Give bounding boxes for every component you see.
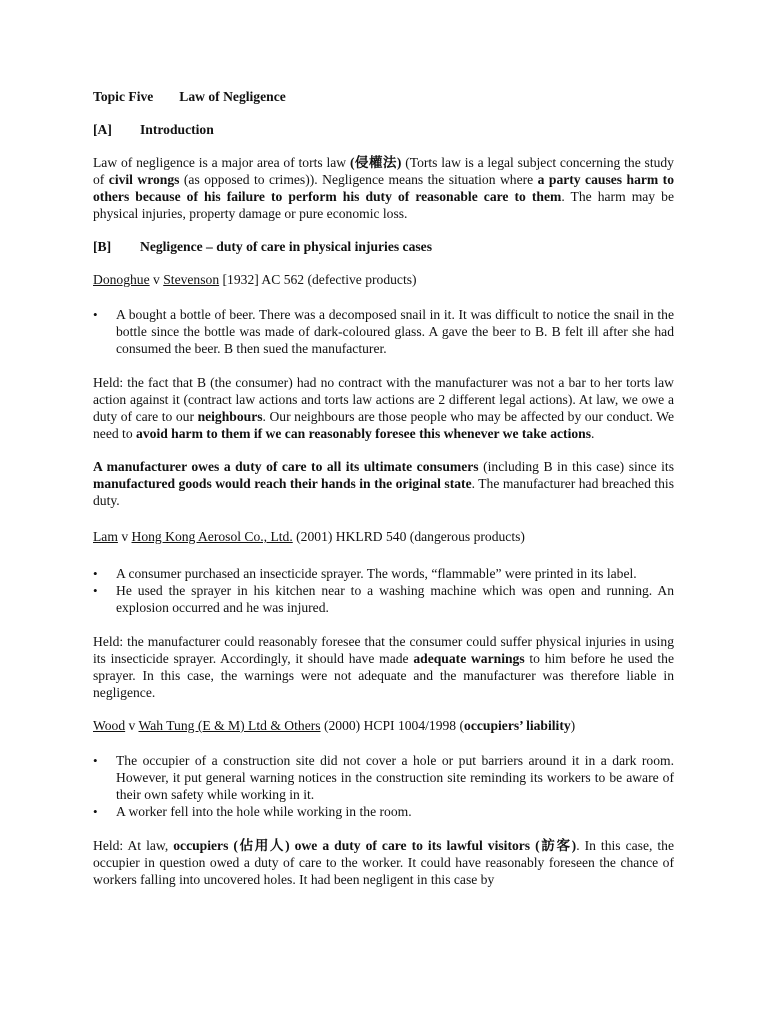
case-2-held — [93, 633, 674, 701]
case-2-fact-1: • A consumer purchased an insecticide sprayer. The words, “flammable” were printed in its label. — [93, 565, 674, 582]
section-b-number: [B] — [93, 239, 112, 254]
case-1-fact-1: • A bought a bottle of beer. There was a decomposed snail in it. It was difficult to notice the snail in the bottle since the bottle was made of dark-coloured glass. A gave the beer to B. B felt ill after she had consumed the beer. B then sued the manufacturer. — [93, 306, 674, 357]
case-3-held-bold-1: occupiers (佔用人) owe a duty of care to its lawful visitors (訪客) — [173, 838, 577, 853]
case-1-party-1: Donoghue — [93, 272, 150, 287]
case-1-held-text-3: . — [591, 426, 595, 441]
case-1-v: v — [149, 272, 164, 287]
case-1-held-bold-2: avoid harm to them if we can reasonably foresee this whenever we take actions — [136, 426, 592, 441]
case-2-party-1: Lam — [93, 529, 118, 544]
case-3-reference-end: ) — [570, 718, 576, 733]
intro-paragraph — [93, 154, 674, 222]
section-a-title: Introduction — [140, 122, 214, 137]
intro-text-1: Law of negligence is a major area of torts law — [93, 155, 350, 170]
case-3-held-text-1: Held: At law, — [93, 838, 174, 853]
case-1-held-text-1: Held: the fact that B (the consumer) had no contract with the manufacturer was not a bar to her torts law action against it (contract law actions and torts law actions are 2 different legal actions). At law, we owe a duty of care to our — [93, 375, 674, 424]
case-3-topic-bold: occupiers’ liability — [464, 718, 571, 733]
intro-cjk-term: (侵權法) — [349, 155, 402, 170]
intro-text-3: (as opposed to crimes)). Negligence means the situation where — [179, 172, 538, 187]
intro-bold-civil-wrongs: civil wrongs — [108, 172, 180, 187]
case-3-reference: (2000) HCPI 1004/1998 ( — [320, 718, 465, 733]
section-b-title: Negligence – duty of care in physical injuries cases — [140, 239, 432, 254]
case-1-held — [93, 374, 674, 442]
case-1-rule-text-2: (including B in this case) since its — [478, 459, 674, 474]
case-2-held-text-2: to him before he used the sprayer. In this case, the warnings were not adequate and the manufacturer was therefore liable in negligence. — [93, 651, 674, 700]
case-1-rule — [93, 458, 674, 509]
case-3-fact-1: • The occupier of a construction site did not cover a hole or put barriers around it in a dark room. However, it put general warning notices in the construction site reminding its workers to be aware of their own safety while working in it. — [93, 752, 674, 803]
case-2-held-bold-1: adequate warnings — [413, 651, 525, 666]
case-1-rule-bold-1: A manufacturer owes a duty of care to all its ultimate consumers — [93, 459, 479, 474]
section-b-heading — [93, 238, 674, 255]
case-2-v: v — [117, 529, 132, 544]
case-1-rule-bold-2: manufactured goods would reach their hands in the original state — [93, 476, 472, 491]
section-a-number: [A] — [93, 122, 112, 137]
intro-text-2: (Torts law is a legal subject concerning the study of — [93, 155, 674, 187]
case-2-fact-2: • He used the sprayer in his kitchen near to a washing machine which was open and running. An explosion occurred and he was injured. — [93, 582, 674, 616]
case-1-held-bold-1: neighbours — [197, 409, 263, 424]
case-3-held — [93, 837, 674, 888]
case-2-facts — [93, 565, 674, 616]
intro-bold-definition: a party causes harm to others because of his failure to perform his duty of reasonable care to them — [93, 172, 674, 204]
section-a-heading — [93, 121, 674, 138]
case-3-v: v — [125, 718, 139, 733]
case-3-fact-2: • A worker fell into the hole while working in the room. — [93, 803, 674, 820]
document-page — [93, 88, 674, 888]
case-3-held-text-2: . In this case, the occupier in question owed a duty of care to the worker. It could have reasonably foreseen the chance of workers falling into uncovered holes. It had been negligent in this case by — [93, 838, 674, 887]
topic-label: Topic Five — [93, 89, 154, 104]
case-1-facts — [93, 306, 674, 357]
case-2-held-text-1: Held: the manufacturer could reasonably foresee that the consumer could suffer physical injuries in using its insecticide sprayer. Accordingly, it should have made — [93, 634, 674, 666]
case-3-facts — [93, 752, 674, 820]
case-1-held-text-2: . Our neighbours are those people who may be affected by our conduct. We need to — [93, 409, 674, 441]
case-1-party-2: Stevenson — [163, 272, 220, 287]
case-2-citation — [93, 528, 674, 545]
case-3-citation — [93, 717, 674, 734]
intro-text-4: . The harm may be physical injuries, property damage or pure economic loss. — [93, 189, 674, 221]
topic-subject: Law of Negligence — [179, 89, 286, 104]
case-2-party-2: Hong Kong Aerosol Co., Ltd. — [131, 529, 293, 544]
document-title — [93, 88, 674, 105]
case-2-reference: (2001) HKLRD 540 (dangerous products) — [292, 529, 525, 544]
case-1-rule-text-3: . The manufacturer had breached this duty. — [93, 476, 674, 508]
case-3-party-2: Wah Tung (E & M) Ltd & Others — [138, 718, 321, 733]
case-1-citation — [93, 271, 674, 288]
case-3-party-1: Wood — [93, 718, 126, 733]
case-1-reference: [1932] AC 562 (defective products) — [219, 272, 417, 287]
